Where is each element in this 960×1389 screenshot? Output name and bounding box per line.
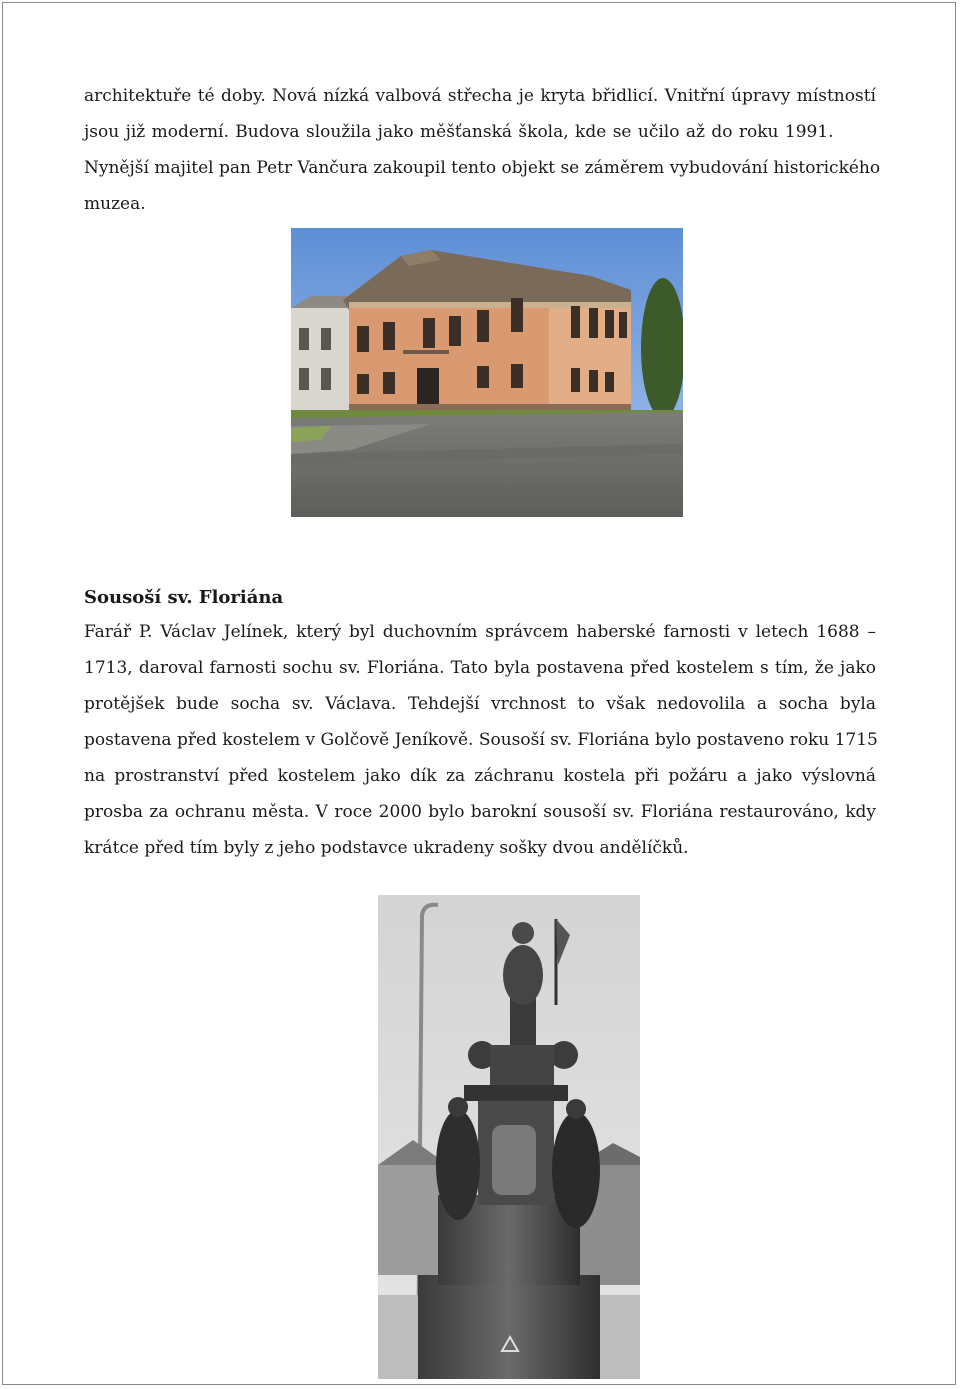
intro-line: jsou již moderní. Budova sloužila jako měšťanská škola, kde se učilo až do roku 1991. xyxy=(84,122,834,142)
section-line: Farář P. Václav Jelínek, který byl duchovním správcem haberské farnosti v letech 1688 – xyxy=(84,622,876,642)
section-line: protějšek bude socha sv. Václava. Tehdejší vrchnost to však nedovolila a socha byla xyxy=(84,694,876,714)
section-line: krátce před tím byly z jeho podstavce ukradeny sošky dvou andělíčků. xyxy=(84,838,689,858)
intro-line: architektuře té doby. Nová nízká valbová střecha je kryta břidlicí. Vnitřní úpravy místností xyxy=(84,86,876,106)
section-line: postavena před kostelem v Golčově Jeníkově. Sousoší sv. Floriána bylo postaveno roku 1715 xyxy=(84,730,878,750)
section-line: prosba za ochranu města. V roce 2000 bylo barokní sousoší sv. Floriána restaurováno, kdy xyxy=(84,802,876,822)
section-title: Sousoší sv. Floriána xyxy=(84,587,284,608)
intro-paragraph xyxy=(84,78,881,222)
section-line: na prostranství před kostelem jako dík za záchranu kostela při požáru a jako výslovná xyxy=(84,766,876,786)
building-photo xyxy=(291,228,683,517)
section-line: 1713, daroval farnosti sochu sv. Floriána. Tato byla postavena před kostelem s tím, že jako xyxy=(84,658,876,678)
intro-line: muzea. xyxy=(84,194,146,214)
intro-line: Nynější majitel pan Petr Vančura zakoupil tento objekt se záměrem vybudování historického xyxy=(84,158,881,178)
statue-photo xyxy=(378,895,640,1379)
section-paragraph xyxy=(84,614,876,866)
